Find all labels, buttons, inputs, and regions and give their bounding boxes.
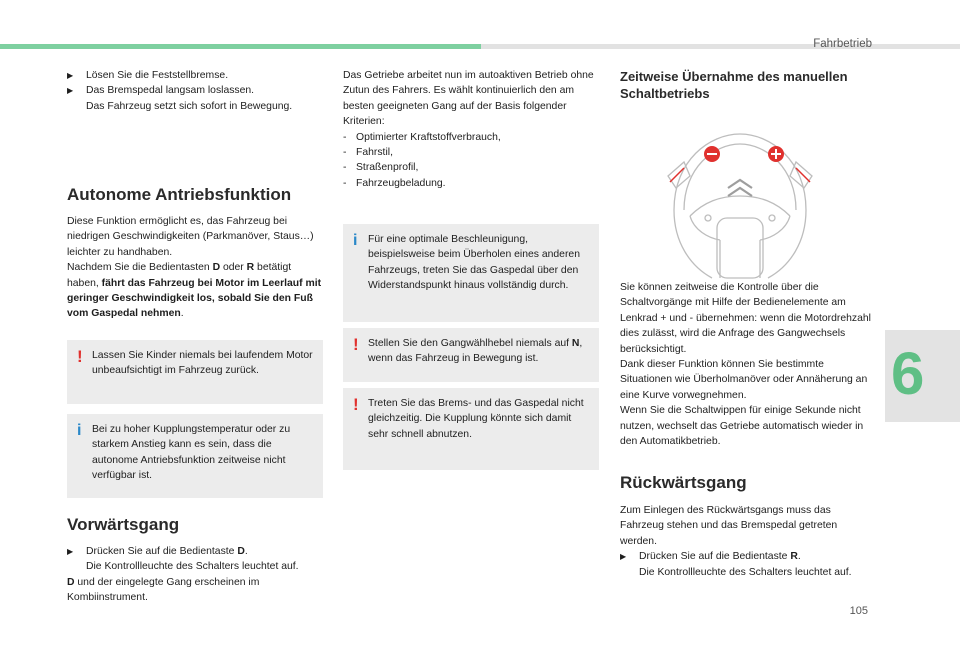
autonome-body: [67, 214, 323, 322]
arrow-bullet-icon: ▶: [67, 547, 74, 556]
steering-wheel-illustration: [660, 130, 820, 280]
warning-icon: !: [353, 395, 359, 414]
list-item: - Fahrstil,: [343, 147, 393, 159]
arrow-bullet-icon: ▶: [620, 552, 627, 562]
reverse-body: Zum Einlegen des Rückwärtsgangs muss das Fahrzeug stehen und das Bremspedal getreten werden. ▶ Drücken Sie auf die Bedientaste R. Die Kontrollleuchte des Schalters leuchtet auf.: [620, 503, 872, 580]
info-box-clutch: i Bei zu hoher Kupplungstemperatur oder zu starkem Anstieg kann es sein, dass die autonome Antriebsfunktion zeitweise nicht verfügbar ist.: [67, 414, 323, 498]
list-item: - Optimierter Kraftstoffverbrauch,: [343, 131, 501, 143]
vorwaerts-text: D und der eingelegte Gang erscheinen im Kombiinstrument.: [67, 576, 260, 604]
info-icon: i: [353, 232, 358, 249]
autonome-heading: Autonome Antriebsfunktion: [67, 185, 292, 204]
list-item: ▶ Drücken Sie auf die Bedientaste D. Die Kontrollleuchte des Schalters leuchtet auf.: [67, 546, 299, 573]
header-accent-bar: [0, 44, 481, 49]
reverse-heading: Rückwärtsgang: [620, 473, 747, 492]
getriebe-text: Das Getriebe arbeitet nun im autoaktiven Betrieb ohne Zutun des Fahrers. Es wählt kontinuierlich den am besten geeigneten Gang auf der Basis folgender Kriterien: - Optimierter Kraftstoffverbrauch, - Fahrstil, - Straßenprofil, - Fahrzeugbeladung.: [343, 68, 599, 191]
page-number: 105: [849, 605, 868, 617]
list-item: ▶ Lösen Sie die Feststellbremse.: [67, 68, 323, 83]
list-item: ▶ Drücken Sie auf die Bedientaste R. Die Kontrollleuchte des Schalters leuchtet auf.: [620, 551, 852, 578]
autonome-text: Diese Funktion ermöglicht es, das Fahrzeug bei niedrigen Geschwindigkeiten (Parkmanöver, Staus…) leichter zu handhaben.: [67, 216, 314, 258]
reverse-section: [620, 473, 872, 493]
section-title: Fahrbetrieb: [813, 38, 872, 50]
warning-box-lever: ! Stellen Sie den Gangwählhebel niemals auf N, wenn das Fahrzeug in Bewegung ist.: [343, 328, 599, 382]
chapter-number: 6: [891, 340, 925, 407]
arrow-bullet-icon: ▶: [67, 71, 74, 80]
vorwaerts-body: [67, 544, 323, 606]
warning-box-children: ! Lassen Sie Kinder niemals bei laufendem Motor unbeaufsichtigt im Fahrzeug zurück.: [67, 340, 323, 404]
warning-icon: !: [353, 335, 359, 354]
warning-icon: !: [77, 347, 83, 366]
autonome-text-2: Nachdem Sie die Bedientasten D oder R betätigt haben, fährt das Fahrzeug bei Motor im Leerlauf mit geringer Geschwindigkeit los, sobald Sie den Fuß vom Gaspedal nehmen.: [67, 262, 322, 320]
header-rule: [481, 44, 960, 49]
vorwaerts-section: [67, 515, 323, 535]
manual-section: [620, 68, 872, 102]
autonome-section: [67, 185, 323, 205]
list-item: ▶ Das Bremspedal langsam loslassen. Das Fahrzeug setzt sich sofort in Bewegung.: [67, 85, 293, 112]
warning-box-pedals: ! Treten Sie das Brems- und das Gaspedal nicht gleichzeitig. Die Kupplung könnte sich damit sehr schnell abnutzen.: [343, 388, 599, 470]
info-box-acceleration: i Für eine optimale Beschleunigung, beispielsweise beim Überholen eines anderen Fahrzeugs, treten Sie das Gaspedal über den Widerstandspunkt hinaus vollständig durch.: [343, 224, 599, 322]
arrow-bullet-icon: ▶: [67, 86, 74, 96]
manual-body: Sie können zeitweise die Kontrolle über die Schaltvorgänge mit Hilfe der Bedienelemente am Lenkrad + und - übernehmen: wenn die Motordrehzahl dies zulässt, wird die Anfrage des Gangwechsels berücksichtigt. Dank dieser Funktion können Sie bestimmte Situationen wie Überholmanöver oder Annäherung an eine Kurve vorwegnehmen. Wenn Sie die Schaltwippen für einige Sekunde nicht nutzen, wechselt das Getriebe automatisch wieder in den Automatikbetrieb.: [620, 282, 871, 448]
manual-heading: Zeitweise Übernahme des manuellen Schaltbetriebs: [620, 69, 848, 101]
info-icon: i: [77, 422, 82, 439]
list-item: - Fahrzeugbeladung.: [343, 177, 446, 189]
list-item: - Straßenprofil,: [343, 162, 419, 174]
vorwaerts-heading: Vorwärtsgang: [67, 515, 180, 534]
intro-steps: [67, 68, 323, 114]
